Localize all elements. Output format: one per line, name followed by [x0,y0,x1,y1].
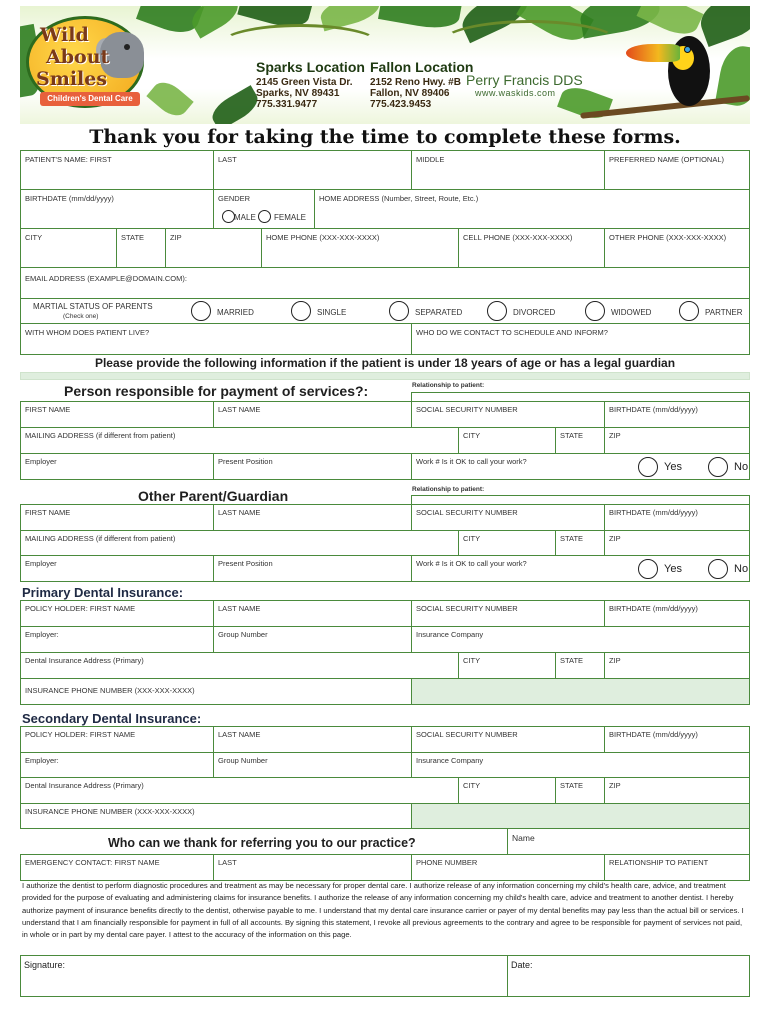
field-label: Present Position [218,559,273,568]
field-label: SOCIAL SECURITY NUMBER [416,405,518,414]
primary-insurance-heading: Primary Dental Insurance: [22,585,184,600]
toucan-eye [684,46,691,53]
other-parent-heading: Other Parent/Guardian [138,488,289,504]
primary-company-field[interactable] [411,626,750,653]
divider-band [20,372,750,380]
responsible-work-field[interactable] [411,453,750,480]
authorization-text: I authorize the dentist to perform diagnostic procedures and treatment as may be necessary for proper dental care. I authorize release of any information concerning my child's health care, advice, and treatment provided for the purpose of evaluating and administering claims for insurance benefits. I authorize the release of any information concerning my child's health care, advice and treatment to another dentist. I hereby authorize payment of insurance benefits directly to the dentist, otherwise payable to me. I understand that my dental care insurance carrier or payer of my dental benefits may pay less than the actual bill or services. I understand that I am financially responsible for payment in full of all accounts. By signing this statement, I revoke all previous agreements to the contrary and agree to be responsible for payment of services not paid, in whole or in part by my dental care payer. I attest to the accuracy of the information on this page. [22,881,744,940]
primary-state-field[interactable] [555,652,605,679]
patient-middle-field[interactable] [411,150,605,190]
field-label: CITY [463,534,481,543]
sparks-location [256,60,365,110]
field-label: WHO DO WE CONTACT TO SCHEDULE AND INFORM? [416,328,608,337]
secondary-city-field[interactable] [458,777,556,804]
yes-label: Yes [664,461,682,473]
leaf-decoration [695,6,750,47]
fallon-city: Fallon, NV 89406 [370,88,450,99]
field-label: STATE [121,233,145,242]
field-label: Present Position [218,457,273,466]
header-banner [20,6,750,124]
practice-logo [26,16,144,108]
date-field[interactable] [507,955,750,997]
secondary-birthdate-field[interactable] [604,726,750,753]
field-label: STATE [560,656,584,665]
other-first-field[interactable] [20,504,214,531]
field-label: CITY [463,431,481,440]
website: www.waskids.com [475,88,556,98]
sparks-city: Sparks, NV 89431 [256,88,340,99]
other-phone-field[interactable] [604,228,750,268]
responsible-relationship-label: Relationship to patient: [412,382,485,389]
field-label: FIRST NAME [25,405,71,414]
secondary-holder-field[interactable] [20,726,214,753]
field-label: LAST NAME [218,604,261,613]
field-label: BIRTHDATE (mm/dd/yyyy) [609,604,698,613]
signature-field[interactable] [20,955,508,997]
single-label: SINGLE [317,308,347,317]
responsible-city-field[interactable] [458,427,556,454]
secondary-state-field[interactable] [555,777,605,804]
responsible-state-field[interactable] [555,427,605,454]
yes-label: Yes [664,563,682,575]
field-label: STATE [560,534,584,543]
field-label: ZIP [609,781,621,790]
sparks-phone: 775.331.9477 [256,99,318,110]
other-zip-field[interactable] [604,530,750,556]
primary-shaded-cell [411,678,750,705]
no-label: No [734,461,749,473]
married-label: MARRIED [217,308,254,317]
logo-word-3: Smiles [36,68,108,90]
primary-city-field[interactable] [458,652,556,679]
emergency-first-field[interactable] [20,854,214,881]
gender-male-label: MALE [234,213,256,222]
emergency-phone-field[interactable] [411,854,605,881]
patient-birthdate-field[interactable] [20,189,214,229]
field-label: Employer: [25,756,59,765]
other-relationship-label: Relationship to patient: [412,486,485,493]
responsible-employer-field[interactable] [20,453,214,480]
signature-label: Signature: [24,960,66,970]
responsible-zip-field[interactable] [604,427,750,454]
toucan-beak [626,44,680,62]
field-label: GENDER [218,194,251,203]
cell-phone-field[interactable] [458,228,605,268]
partner-label: PARTNER [705,308,743,317]
responsible-mailing-field[interactable] [20,427,459,454]
secondary-company-field[interactable] [411,752,750,778]
field-label: EMAIL ADDRESS (EXAMPLE@DOMAIN.COM): [25,274,187,283]
field-label: Employer [25,559,57,568]
field-label: CELL PHONE (XXX-XXX-XXXX) [463,233,573,242]
field-label: LAST NAME [218,508,261,517]
field-label: BIRTHDATE (mm/dd/yyyy) [609,405,698,414]
leaf-decoration [378,6,462,33]
field-label: FIRST NAME [25,508,71,517]
field-label: Group Number [218,756,268,765]
field-label: POLICY HOLDER: FIRST NAME [25,604,136,613]
secondary-zip-field[interactable] [604,777,750,804]
check-one-label: (Check one) [63,313,99,320]
patient-city-field[interactable] [20,228,117,268]
emergency-relationship-field[interactable] [604,854,750,881]
sparks-street: 2145 Green Vista Dr. [256,77,353,88]
secondary-group-field[interactable] [213,752,412,778]
logo-ribbon: Children's Dental Care [40,92,140,106]
field-label: WITH WHOM DOES PATIENT LIVE? [25,328,150,337]
referral-heading: Who can we thank for referring you to our practice? [108,836,416,850]
field-label: HOME PHONE (XXX-XXX-XXXX) [266,233,380,242]
doctor-name: Perry Francis DDS [466,72,583,88]
field-label: SOCIAL SECURITY NUMBER [416,730,518,739]
field-label: RELATIONSHIP TO PATIENT [609,858,709,867]
field-label: Group Number [218,630,268,639]
field-label: PHONE NUMBER [416,858,478,867]
field-label: HOME ADDRESS (Number, Street, Route, Etc.) [319,194,479,203]
field-label: Employer: [25,630,59,639]
field-label: PREFERRED NAME (OPTIONAL) [609,155,725,164]
primary-holder-field[interactable] [20,600,214,627]
field-label: PATIENT'S NAME: FIRST [25,155,112,164]
responsible-last-field[interactable] [213,401,412,428]
field-label: BIRTHDATE (mm/dd/yyyy) [609,508,698,517]
field-label: BIRTHDATE (mm/dd/yyyy) [609,730,698,739]
home-phone-field[interactable] [261,228,459,268]
primary-employer-field[interactable] [20,626,214,653]
referral-name-field[interactable] [507,828,750,855]
under18-banner: Please provide the following information if the patient is under 18 years of age or has a legal guardian [94,356,676,370]
patient-last-field[interactable] [213,150,412,190]
secondary-phone-field[interactable] [20,803,412,829]
date-label: Date: [511,960,533,970]
field-label: EMERGENCY CONTACT: FIRST NAME [25,858,160,867]
field-label: LAST [218,155,237,164]
other-work-no-radio[interactable] [708,559,728,579]
field-label: Dental Insurance Address (Primary) [25,781,144,790]
other-birthdate-field[interactable] [604,504,750,531]
divorced-radio[interactable] [487,301,507,321]
field-label: Insurance Company [416,630,484,639]
fallon-street: 2152 Reno Hwy. #B [370,77,461,88]
primary-phone-field[interactable] [20,678,412,705]
patient-zip-field[interactable] [165,228,262,268]
field-label: MIDDLE [416,155,445,164]
fallon-phone: 775.423.9453 [370,99,432,110]
field-label: INSURANCE PHONE NUMBER (XXX-XXX-XXXX) [25,686,195,695]
field-label: OTHER PHONE (XXX-XXX-XXXX) [609,233,727,242]
field-label: ZIP [170,233,182,242]
other-employer-field[interactable] [20,555,214,582]
email-field[interactable] [20,267,750,299]
gender-field [213,189,315,229]
field-label: POLICY HOLDER: FIRST NAME [25,730,136,739]
widowed-label: WIDOWED [611,308,652,317]
divorced-label: DIVORCED [513,308,556,317]
fallon-location-name: Fallon Location [370,59,474,75]
field-label: ZIP [609,656,621,665]
primary-ssn-field[interactable] [411,600,605,627]
single-radio[interactable] [291,301,311,321]
elephant-eye [124,44,130,50]
responsible-first-field[interactable] [20,401,214,428]
field-label: CITY [463,656,481,665]
secondary-ssn-field[interactable] [411,726,605,753]
leaf-decoration [207,85,262,124]
patient-state-field[interactable] [116,228,166,268]
other-state-field[interactable] [555,530,605,556]
other-ssn-field[interactable] [411,504,605,531]
partner-radio[interactable] [679,301,699,321]
field-label: LAST [218,858,237,867]
field-label: CITY [25,233,43,242]
field-label: MAILING ADDRESS (if different from patient) [25,431,176,440]
field-label: Insurance Company [416,756,484,765]
marital-status-row [20,298,750,324]
logo-word-1: Wild [40,24,89,46]
vine-decoration [220,24,380,64]
field-label: CITY [463,781,481,790]
sparks-location-name: Sparks Location [256,59,365,75]
logo-word-2: About [46,46,110,68]
field-label: LAST NAME [218,730,261,739]
leaf-decoration [146,76,193,122]
lives-with-field[interactable] [20,323,412,355]
responsible-ssn-field[interactable] [411,401,605,428]
separated-label: SEPARATED [415,308,463,317]
married-radio[interactable] [191,301,211,321]
secondary-address-field[interactable] [20,777,459,804]
marital-label: MARTIAL STATUS OF PARENTS [33,302,153,311]
field-label: MAILING ADDRESS (if different from patient) [25,534,176,543]
home-address-field[interactable] [314,189,750,229]
other-city-field[interactable] [458,530,556,556]
secondary-insurance-heading: Secondary Dental Insurance: [22,711,202,726]
separated-radio[interactable] [389,301,409,321]
responsible-heading: Person responsible for payment of services?: [64,383,369,399]
field-label: STATE [560,431,584,440]
contact-field[interactable] [411,323,750,355]
primary-zip-field[interactable] [604,652,750,679]
page-title: Thank you for taking the time to complete these forms. [89,126,681,148]
secondary-employer-field[interactable] [20,752,214,778]
responsible-work-no-radio[interactable] [708,457,728,477]
other-work-yes-radio[interactable] [638,559,658,579]
secondary-last-field[interactable] [213,726,412,753]
field-label: SOCIAL SECURITY NUMBER [416,604,518,613]
widowed-radio[interactable] [585,301,605,321]
emergency-last-field[interactable] [213,854,412,881]
patient-preferred-field[interactable] [604,150,750,190]
primary-group-field[interactable] [213,626,412,653]
gender-female-radio[interactable] [258,210,271,223]
responsible-position-field[interactable] [213,453,412,480]
primary-birthdate-field[interactable] [604,600,750,627]
patient-first-field[interactable] [20,150,214,190]
secondary-shaded-cell [411,803,750,829]
field-label: ZIP [609,534,621,543]
fallon-location [370,60,473,110]
primary-last-field[interactable] [213,600,412,627]
other-last-field[interactable] [213,504,412,531]
no-label: No [734,563,749,575]
responsible-work-yes-radio[interactable] [638,457,658,477]
other-work-field[interactable] [411,555,750,582]
other-position-field[interactable] [213,555,412,582]
other-mailing-field[interactable] [20,530,459,556]
field-label: Dental Insurance Address (Primary) [25,656,144,665]
field-label: Name [512,833,535,843]
field-label: SOCIAL SECURITY NUMBER [416,508,518,517]
field-label: Employer [25,457,57,466]
gender-female-label: FEMALE [274,213,307,222]
responsible-birthdate-field[interactable] [604,401,750,428]
field-label: LAST NAME [218,405,261,414]
field-label: INSURANCE PHONE NUMBER (XXX-XXX-XXXX) [25,807,195,816]
field-label: BIRTHDATE (mm/dd/yyyy) [25,194,114,203]
field-label: STATE [560,781,584,790]
field-label: Work # Is it OK to call your work? [416,457,527,466]
field-label: Work # Is it OK to call your work? [416,559,527,568]
field-label: ZIP [609,431,621,440]
primary-address-field[interactable] [20,652,459,679]
